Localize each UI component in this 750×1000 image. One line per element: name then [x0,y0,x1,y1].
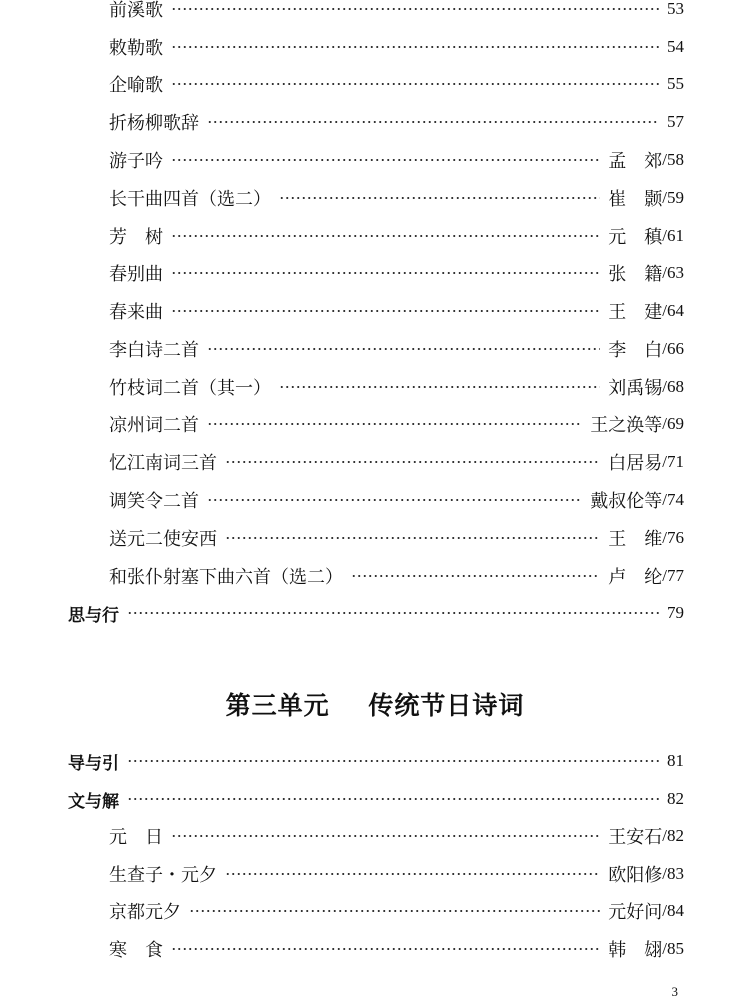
toc-entry-page: /71 [662,452,684,471]
toc-section-page: 82 [667,789,684,808]
toc-entry-page: /64 [662,301,684,320]
toc-entry-title: 竹枝词二首（其一） [109,378,271,399]
toc-entry-title: 芳 树 [109,227,163,248]
toc-entry-page: /66 [662,339,684,358]
toc-entry [0,819,750,853]
toc-entry [0,521,750,555]
leader-dots [171,8,659,10]
toc-section-dao-yu-yin [0,744,750,778]
leader-dots [171,235,600,237]
toc-entry-author: 王 建 [608,302,663,323]
toc-section-title: 思与行 [68,605,119,626]
toc-entry-page: /58 [662,150,684,169]
leader-dots [127,760,659,762]
toc-entry [0,407,750,441]
toc-entry-page: /84 [662,901,684,920]
toc-entry-title: 春别曲 [109,264,163,285]
toc-section-wen-yu-jie [0,782,750,816]
toc-entry-page: 55 [667,74,684,93]
toc-entry-author: 卢 纶 [608,567,663,588]
toc-entry-title: 忆江南词三首 [109,453,217,474]
toc-entry-page: /74 [662,490,684,509]
toc-entry [0,370,750,404]
leader-dots [207,499,582,501]
toc-entry-page: /83 [662,864,684,883]
toc-entry-title: 游子吟 [109,151,163,172]
toc-entry [0,445,750,479]
toc-section-page: 81 [667,751,684,770]
leader-dots [225,537,600,539]
leader-dots [225,461,600,463]
toc-entry-page: /77 [662,566,684,585]
toc-entry [0,932,750,966]
leader-dots [171,835,600,837]
toc-entry [0,181,750,215]
toc-entry-title: 李白诗二首 [109,340,199,361]
unit-label: 第三单元 [225,691,330,720]
toc-entry-page: /59 [662,188,684,207]
toc-entry-author: 王 维 [608,529,663,550]
toc-entry-author: 元好问 [608,902,663,923]
toc-entry [0,857,750,891]
unit-name: 传统节日诗词 [368,691,525,720]
toc-entry-page: 57 [667,112,684,131]
leader-dots [171,948,600,950]
leader-dots [207,121,659,123]
toc-entry [0,143,750,177]
toc-entry-title: 敕勒歌 [109,38,163,59]
toc-entry-title: 前溪歌 [109,0,163,21]
toc-entry-author: 刘禹锡 [608,378,663,399]
toc-section-page: 79 [667,603,684,622]
toc-entry [0,256,750,290]
toc-entry-title: 长干曲四首（选二） [109,189,271,210]
toc-entry [0,219,750,253]
page-number: 3 [671,984,678,999]
toc-entry-title: 生查子・元夕 [109,865,217,886]
toc-section-si-yu-xing [0,596,750,630]
toc-entry-author: 李 白 [608,340,663,361]
leader-dots [207,348,600,350]
toc-entry [0,105,750,139]
leader-dots [171,46,659,48]
toc-entry-title: 送元二使安西 [109,529,217,550]
toc-entry-page: /63 [662,263,684,282]
leader-dots [171,83,659,85]
toc-entry-page: 54 [667,37,684,56]
leader-dots [127,612,659,614]
toc-entry-title: 寒 食 [109,940,163,961]
toc-entry [0,483,750,517]
toc-entry-title: 京都元夕 [109,902,181,923]
unit-heading [0,686,750,726]
toc-entry-author: 白居易 [608,453,663,474]
toc-entry [0,894,750,928]
toc-entry-author: 王安石 [608,827,663,848]
toc-entry-page: /76 [662,528,684,547]
leader-dots [127,798,659,800]
toc-entry-title: 春来曲 [109,302,163,323]
leader-dots [207,423,582,425]
toc-entry-title: 企喻歌 [109,75,163,96]
toc-entry-author: 张 籍 [608,264,663,285]
leader-dots [171,159,600,161]
leader-dots [279,197,600,199]
toc-entry [0,67,750,101]
toc-entry-author: 王之涣等 [590,415,663,436]
toc-section-title: 文与解 [68,791,119,812]
toc-entry-page: /69 [662,414,684,433]
toc-entry-author: 欧阳修 [608,865,663,886]
toc-entry [0,559,750,593]
toc-entry-title: 凉州词二首 [109,415,199,436]
toc-entry-author: 崔 颢 [608,189,663,210]
toc-section-title: 导与引 [68,753,119,774]
toc-entry-author: 韩 翃 [608,940,663,961]
toc-entry-author: 元 稹 [608,227,663,248]
toc-entry-page: /68 [662,377,684,396]
leader-dots [225,873,600,875]
leader-dots [351,575,600,577]
toc-entry-title: 元 日 [109,827,163,848]
toc-entry [0,332,750,366]
toc-entry-title: 和张仆射塞下曲六首（选二） [109,567,343,588]
toc-entry-page: /85 [662,939,684,958]
toc-entry-page: /82 [662,826,684,845]
leader-dots [189,910,600,912]
toc-entry [0,30,750,64]
leader-dots [171,310,600,312]
toc-entry-page: 53 [667,0,684,18]
leader-dots [279,386,600,388]
toc-entry-title: 调笑令二首 [109,491,199,512]
toc-entry-author: 孟 郊 [608,151,663,172]
toc-entry-title: 折杨柳歌辞 [109,113,199,134]
leader-dots [171,272,600,274]
toc-entry [0,294,750,328]
toc-entry-author: 戴叔伦等 [590,491,663,512]
toc-entry [0,0,750,26]
toc-entry-page: /61 [662,226,684,245]
